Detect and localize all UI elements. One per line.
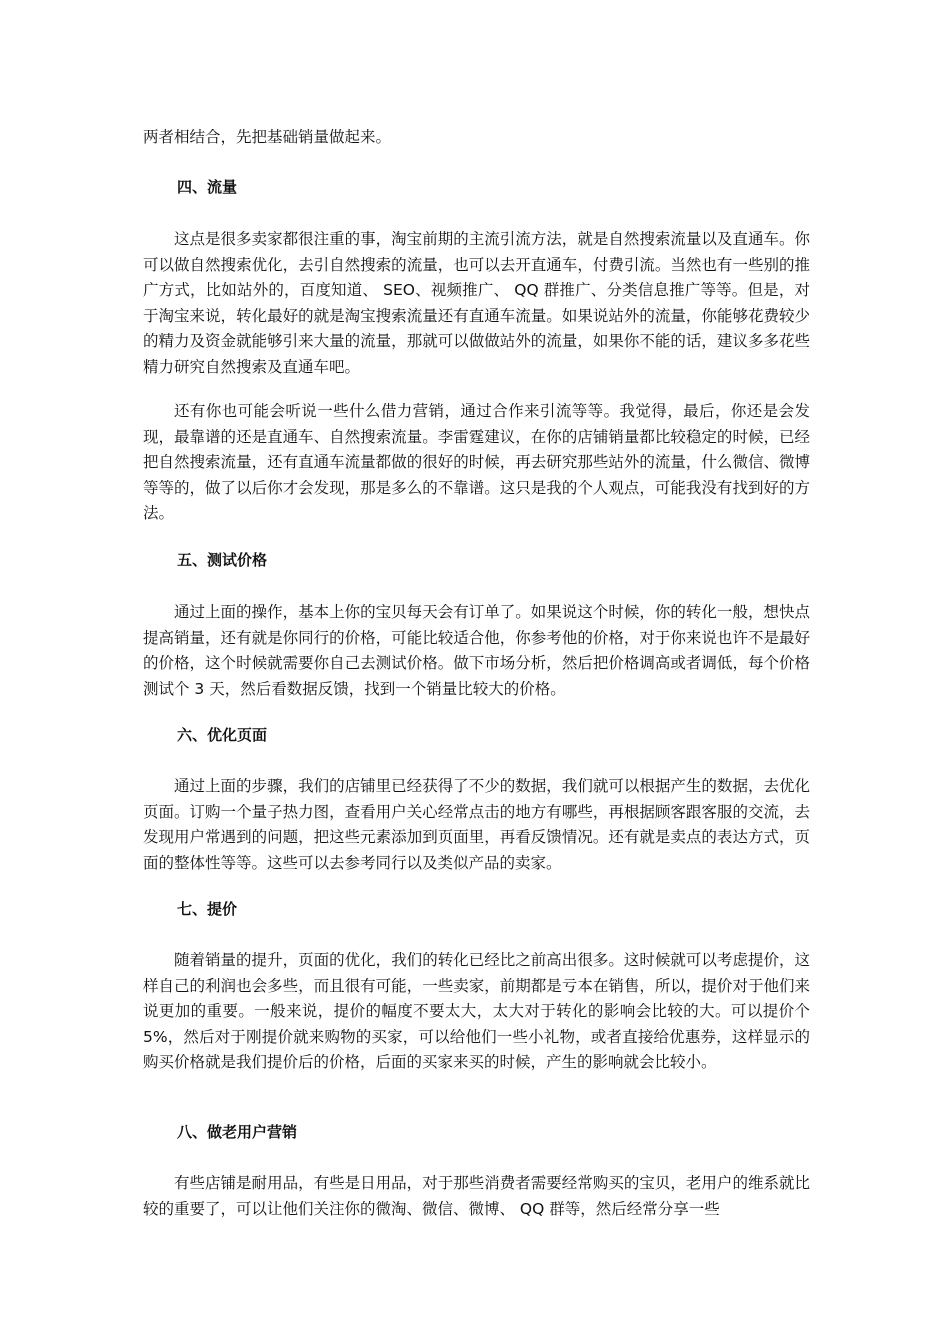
- heading-traffic: 四、流量: [177, 178, 238, 196]
- optimize-page-paragraph: 通过上面的步骤，我们的店铺里已经获得了不少的数据，我们就可以根据产生的数据，去优化页面。订购一个量子热力图，查看用户关心经常点击的地方有哪些，再根据顾客跟客服的交流，去发现用户常遇到的问题，把这些元素添加到页面里，再看反馈情况。还有就是卖点的表达方式，页面的整体性等等。这些可以去参考同行以及类似产品的卖家。: [143, 777, 810, 872]
- traffic-paragraph-1: 这点是很多卖家都很注重的事，淘宝前期的主流引流方法，就是自然搜索流量以及直通车。你可以做自然搜索优化，去引自然搜索的流量，也可以去开直通车，付费引流。当然也有一些别的推广方式，比如站外的，百度知道、 SEO、视频推广、 QQ 群推广、分类信息推广等等。但是，对于淘宝来说，转化最好的就是淘宝搜索流量还有直通车流量。如果说站外的流量，你能够花费较少的精力及资金就能够引来大量的流量，那就可以做做站外的流量，如果你不能的话，建议多多花些精力研究自然搜索及直通车吧。: [143, 230, 810, 376]
- heading-test-price: 五、测试价格: [177, 551, 268, 569]
- old-user-marketing-paragraph: 有些店铺是耐用品，有些是日用品，对于那些消费者需要经常购买的宝贝，老用户的维系就比较的重要了，可以让他们关注你的微淘、微信、微博、 QQ 群等，然后经常分享一些: [143, 1174, 810, 1218]
- raise-price-paragraph: 随着销量的提升，页面的优化，我们的转化已经比之前高出很多。这时候就可以考虑提价，这样自己的利润也会多些，而且很有可能，一些卖家，前期都是亏本在销售，所以，提价对于他们来说更加的重要。一般来说，提价的幅度不要太大，太大对于转化的影响会比较的大。可以提价个 5%，然后对于刚提价就来购物的买家，可以给他们一些小礼物，或者直接给优惠券，这样显示的购买价格就是我们提价后的价格，后面的买家来买的时候，产生的影响就会比较小。: [143, 951, 810, 1071]
- intro-tail-paragraph: 两者相结合，先把基础销量做起来。: [143, 128, 392, 146]
- heading-optimize-page: 六、优化页面: [177, 726, 268, 744]
- heading-old-user-marketing: 八、做老用户营销: [177, 1123, 298, 1141]
- traffic-paragraph-2: 还有你也可能会听说一些什么借力营销，通过合作来引流等等。我觉得，最后，你还是会发现，最靠谱的还是直通车、自然搜索流量。李雷霆建议，在你的店铺销量都比较稳定的时候，已经把自然搜索流量，还有直通车流量都做的很好的时候，再去研究那些站外的流量，什么微信、微博等等的，做了以后你才会发现，那是多么的不靠谱。这只是我的个人观点，可能我没有找到好的方法。: [143, 402, 810, 522]
- test-price-paragraph: 通过上面的操作，基本上你的宝贝每天会有订单了。如果说这个时候，你的转化一般，想快点提高销量，还有就是你同行的价格，可能比较适合他，你参考他的价格，对于你来说也许不是最好的价格，这个时候就需要你自己去测试价格。做下市场分析，然后把价格调高或者调低，每个价格测试个 3 天，然后看数据反馈，找到一个销量比较大的价格。: [143, 603, 810, 698]
- heading-raise-price: 七、提价: [177, 900, 238, 918]
